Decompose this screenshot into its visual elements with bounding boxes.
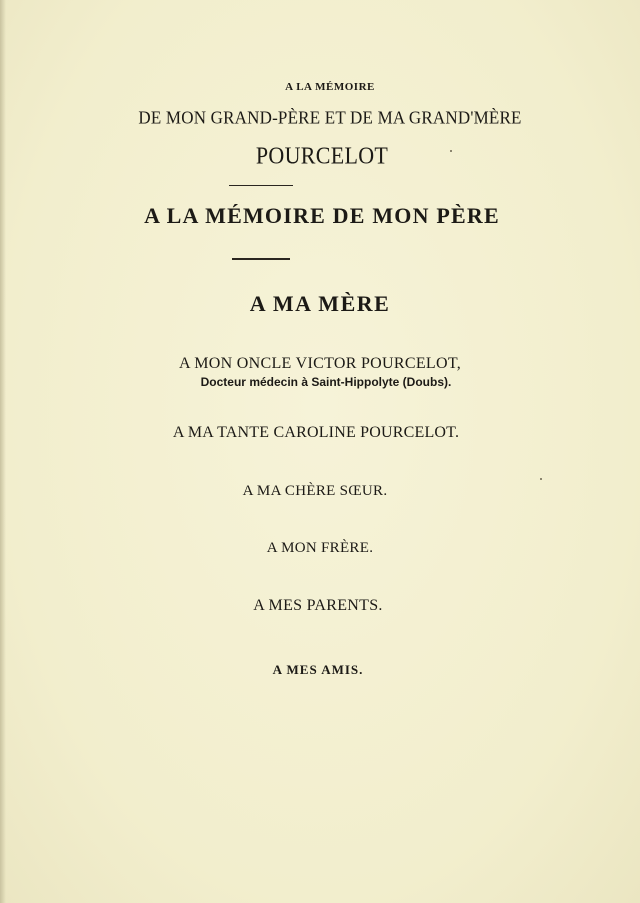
dedication-family-name: POURCELOT bbox=[255, 141, 389, 170]
page-edge-shadow bbox=[0, 0, 6, 903]
dedication-grandparents: DE MON GRAND-PÈRE ET DE MA GRAND'MÈRE bbox=[138, 107, 522, 128]
dedication-mother: A MA MÈRE bbox=[249, 291, 391, 316]
dedication-parents: A MES PARENTS. bbox=[253, 597, 383, 614]
dedication-aunt: A MA TANTE CAROLINE POURCELOT. bbox=[172, 424, 460, 441]
dedication-friends: A MES AMIS. bbox=[272, 662, 364, 677]
dedication-father: A LA MÉMOIRE DE MON PÈRE bbox=[144, 203, 500, 228]
divider-rule bbox=[229, 185, 293, 186]
divider-rule bbox=[232, 258, 290, 260]
dedication-uncle: A MON ONCLE VICTOR POURCELOT, bbox=[178, 355, 462, 372]
dedication-sister: A MA CHÈRE SŒUR. bbox=[242, 483, 388, 499]
paper-speck bbox=[540, 478, 542, 480]
dedication-heading-small: A LA MÉMOIRE bbox=[285, 81, 375, 93]
dedication-uncle-title: Docteur médecin à Saint-Hippolyte (Doubs). bbox=[200, 375, 452, 389]
dedication-brother: A MON FRÈRE. bbox=[266, 540, 374, 556]
paper-speck bbox=[450, 150, 452, 152]
